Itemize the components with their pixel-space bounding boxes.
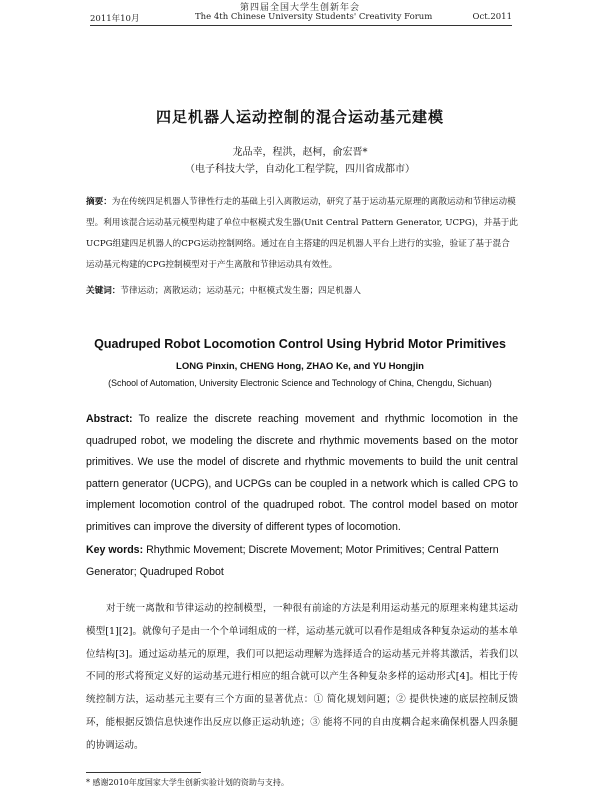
keywords-label-en: Key words: bbox=[86, 544, 144, 556]
keywords-text-en: Rhythmic Movement; Discrete Movement; Motor Primitives; Central Pattern Generator; Quadruped Robot bbox=[86, 544, 499, 578]
keywords-label-cn: 关键词： bbox=[86, 286, 121, 296]
paper-title-cn: 四足机器人运动控制的混合运动基元建模 bbox=[155, 108, 444, 126]
keywords-text-cn: 节律运动；离散运动；运动基元；中枢模式发生器；四足机器人 bbox=[120, 286, 362, 296]
abstract-en bbox=[86, 409, 518, 539]
keywords-cn bbox=[86, 281, 518, 302]
authors-en: LONG Pinxin, CHENG Hong, ZHAO Ke, and YU Hongjin bbox=[176, 361, 424, 372]
abstract-label-cn: 摘要： bbox=[86, 197, 112, 207]
keywords-en bbox=[86, 540, 518, 583]
conference-name-en: The 4th Chinese University Students' Creativity Forum bbox=[195, 12, 433, 22]
authors-cn: 龙品幸，程洪，赵柯，俞宏晋* bbox=[232, 147, 368, 158]
header-date-cn: 2011年10月 bbox=[90, 14, 140, 24]
body-paragraph: 对于统一离散和节律运动的控制模型，一种很有前途的方法是利用运动基元的原理来构建其运动模型[1][2]。就像句子是由一个个单词组成的一样，运动基元就可以看作是组成各种复杂运动的基本单位结构[3]。通过运动基元的原理，我们可以把运动理解为选择适合的运动基元并将其激活，若我们以不同的形式将预定义好的运动基元进行相应的组合就可以产生各种复杂多样的运动形式[4]。相比于传统控制方法，运动基元主要有三个方面的显著优点：① 简化规划问题；② 提供快速的底层控制反馈环，能根据反馈信息快速作出反应以修正运动轨迹；③ 能将不同的自由度耦合起来确保机器人四条腿的协调运动。 bbox=[86, 603, 518, 751]
conference-name-cn: 第四届全国大学生创新年会 bbox=[239, 3, 360, 13]
abstract-cn bbox=[86, 192, 518, 276]
header-divider bbox=[90, 25, 512, 26]
affiliation-en: (School of Automation, University Electronic Science and Technology of China, Chengdu, Sichuan) bbox=[108, 378, 492, 388]
abstract-label-en: Abstract: bbox=[86, 413, 133, 425]
affiliation-cn: （电子科技大学，自动化工程学院，四川省成都市） bbox=[185, 164, 415, 175]
abstract-text-en: To realize the discrete reaching movement and rhythmic locomotion in the quadruped robot, we modeling the discrete and rhythmic movements based on the motor primitives. We use the model of discrete and rhythmic movements to build the unit central pattern generator (UCPG), and UCPGs can be coupled in a network which is called CPG to implement locomotion control of the quadruped robot. The control model based on motor primitives can improve the diversity of different types of locomotion. bbox=[86, 413, 518, 533]
footnote-divider bbox=[86, 772, 201, 773]
footnote: * 感谢2010年度国家大学生创新实验计划的资助与支持。 bbox=[86, 778, 289, 787]
header-date-en: Oct.2011 bbox=[472, 12, 512, 22]
paper-title-en: Quadruped Robot Locomotion Control Using Hybrid Motor Primitives bbox=[94, 337, 506, 351]
abstract-text-cn: 为在传统四足机器人节律性行走的基础上引入离散运动，研究了基于运动基元原理的离散运动和节律运动模型。利用该混合运动基元模型构建了单位中枢模式发生器(Unit Central Pattern Generator, UCPG)，并基于此UCPG组建四足机器人的CPG运动控制网络。通过在自主搭建的四足机器人平台上进行的实验，验证了基于混合运动基元构建的CPG控制模型对于产生离散和节律运动具有效性。 bbox=[86, 197, 518, 270]
